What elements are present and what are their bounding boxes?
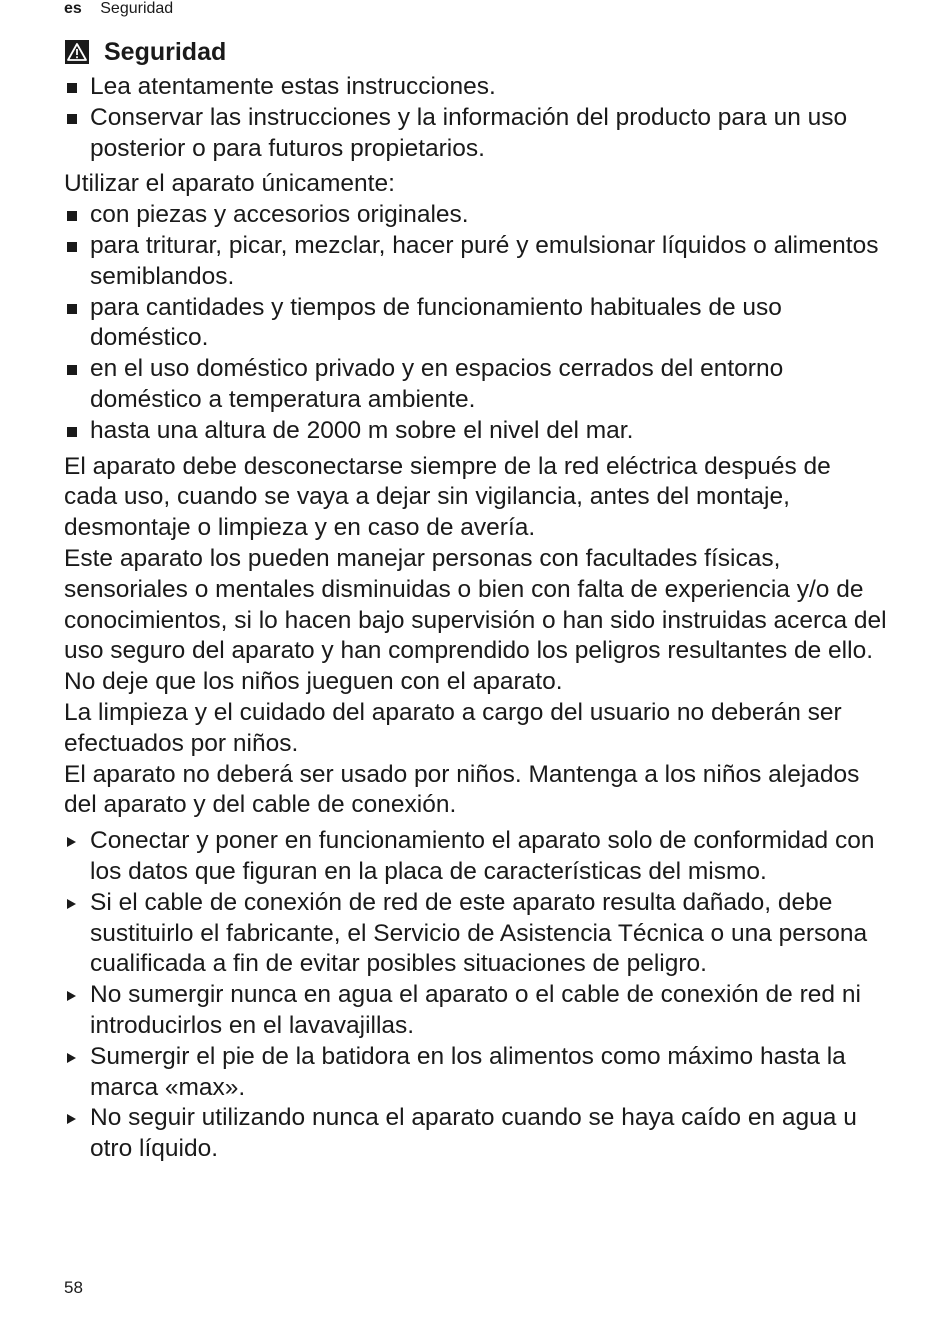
triangle-bullet-icon <box>67 991 76 1001</box>
square-bullet-icon <box>67 242 77 252</box>
list-item: con piezas y accesorios originales. <box>64 200 890 231</box>
language-code: es <box>64 0 82 17</box>
triangle-bullet-icon <box>67 1114 76 1124</box>
action-list <box>64 826 890 1165</box>
square-bullet-icon <box>67 427 77 437</box>
usage-heading: Utilizar el aparato únicamente: <box>64 170 395 198</box>
section-heading <box>64 34 890 70</box>
body-paragraph: El aparato no deberá ser usado por niños. Mantenga a los niños alejados del aparato y del cable de conexión. <box>64 760 860 819</box>
body-paragraph: Este aparato los pueden manejar personas con facultades físicas, sensoriales o mentales disminuidas o bien con falta de experiencia y/o de conocimientos, si lo hacen bajo supervisión o han sido instruidas acerca del uso seguro del aparato y han comprendido los peligros resultantes de ello. <box>64 544 887 665</box>
page-content <box>64 34 890 1165</box>
square-bullet-icon <box>67 211 77 221</box>
intro-list <box>64 72 890 164</box>
page-number: 58 <box>64 1278 83 1297</box>
triangle-bullet-icon <box>67 899 76 909</box>
page-title: Seguridad <box>104 37 227 66</box>
list-item: hasta una altura de 2000 m sobre el nivel del mar. <box>64 416 890 447</box>
list-item: Sumergir el pie de la batidora en los alimentos como máximo hasta la marca «max». <box>64 1042 890 1104</box>
triangle-bullet-icon <box>67 837 76 847</box>
list-item: Conservar las instrucciones y la información del producto para un uso posterior o para futuros propietarios. <box>64 103 890 165</box>
list-item: en el uso doméstico privado y en espacios cerrados del entorno doméstico a temperatura ambiente. <box>64 354 890 416</box>
body-paragraph: No deje que los niños jueguen con el aparato. <box>64 668 563 696</box>
triangle-bullet-icon <box>67 1053 76 1063</box>
list-item: Lea atentamente estas instrucciones. <box>64 72 890 103</box>
usage-list <box>64 200 890 446</box>
page-header <box>64 0 173 20</box>
list-item: Si el cable de conexión de red de este aparato resulta dañado, debe sustituirlo el fabricante, el Servicio de Asistencia Técnica o una persona cualificada a fin de evitar posibles situaciones de peligro. <box>64 888 890 980</box>
warning-icon <box>64 39 90 65</box>
section-name: Seguridad <box>100 0 174 17</box>
list-item: para triturar, picar, mezclar, hacer puré y emulsionar líquidos o alimentos semiblandos. <box>64 231 890 293</box>
square-bullet-icon <box>67 114 77 124</box>
body-paragraph: La limpieza y el cuidado del aparato a cargo del usuario no deberán ser efectuados por niños. <box>64 698 842 757</box>
list-item: Conectar y poner en funcionamiento el aparato solo de conformidad con los datos que figuran en la placa de características del mismo. <box>64 826 890 888</box>
square-bullet-icon <box>67 83 77 93</box>
list-item: para cantidades y tiempos de funcionamiento habituales de uso doméstico. <box>64 293 890 355</box>
list-item: No seguir utilizando nunca el aparato cuando se haya caído en agua u otro líquido. <box>64 1103 890 1165</box>
list-item: No sumergir nunca en agua el aparato o el cable de conexión de red ni introducirlos en el lavavajillas. <box>64 980 890 1042</box>
square-bullet-icon <box>67 365 77 375</box>
body-paragraph: El aparato debe desconectarse siempre de la red eléctrica después de cada uso, cuando se vaya a dejar sin vigilancia, antes del montaje, desmontaje o limpieza y en caso de avería. <box>64 452 831 542</box>
square-bullet-icon <box>67 304 77 314</box>
